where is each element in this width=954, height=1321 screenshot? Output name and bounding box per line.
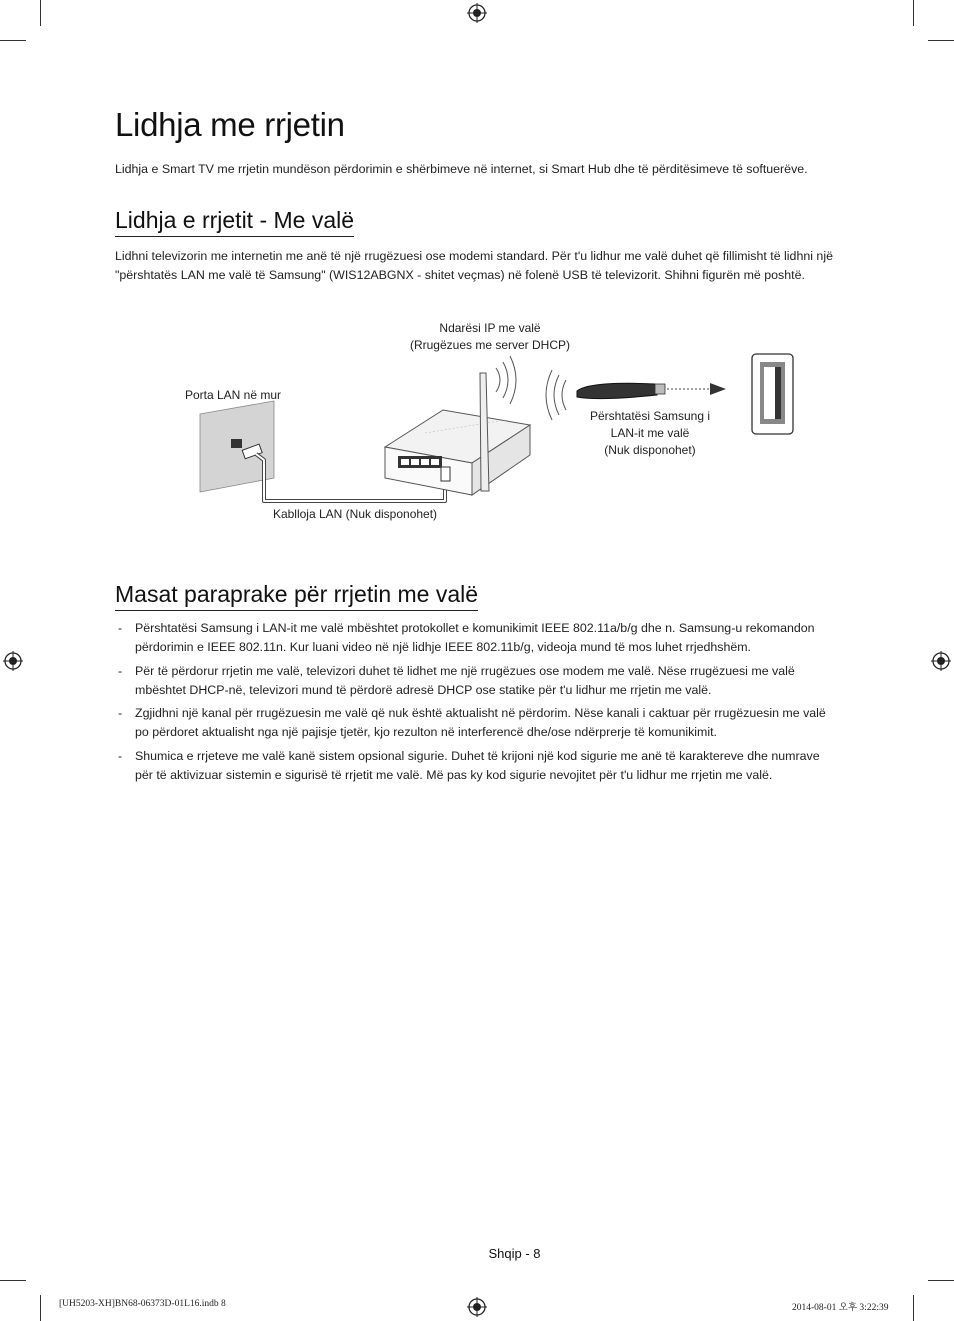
- adapter-label: Përshtatësi Samsung i LAN-it me valë (Nuk disponohet): [589, 409, 711, 457]
- print-slug-left: [UH5203-XH]BN68-06373D-01L16.indb 8: [59, 1299, 226, 1309]
- signal-waves: [546, 370, 566, 420]
- registration-mark-icon: [467, 3, 487, 23]
- registration-mark-icon: [467, 1297, 487, 1317]
- usb-adapter-icon: [577, 383, 726, 399]
- section-heading-wireless: Lidhja e rrjetit - Me valë: [115, 207, 354, 237]
- registration-mark-icon: [3, 651, 23, 671]
- crop-mark: [40, 0, 41, 26]
- crop-mark: [913, 0, 914, 26]
- crop-mark: [0, 40, 26, 41]
- wireless-body-paragraph: Lidhni televizorin me internetin me anë të një rrugëzuesi ose modemi standard. Për t'u lidhur me valë duhet që fillimisht të lidhni një "përshtatës LAN me valë të Samsung" (WIS12ABGNX - shitet veçmas) në folenë USB të televizorit. Shihni figurën më poshtë.: [115, 249, 833, 283]
- print-slug-right: 2014-08-01 오후 3:22:39: [792, 1303, 889, 1313]
- bullet-dash: -: [118, 706, 123, 721]
- crop-mark: [0, 1280, 26, 1281]
- list-item: - Për të përdorur rrjetin me valë, televizori duhet të lidhet me një rrugëzues ose modem me valë. Nëse rrugëzuesi me valë mbështet DHCP-në, televizori mund të përdorë adresë DHCP ose statike për t'u lidhur me rrjetin me valë.: [118, 663, 795, 697]
- precautions-list: [115, 619, 840, 789]
- bullet-dash: -: [118, 621, 123, 635]
- router-label: Ndarësi IP me valë (Rrugëzues me server DHCP): [409, 321, 571, 352]
- page-number: Shqip - 8: [488, 1246, 541, 1261]
- section-heading-precautions: Masat paraprake për rrjetin me valë: [115, 581, 478, 611]
- router-icon: [385, 356, 530, 495]
- intro-paragraph: Lidhja e Smart TV me rrjetin mundëson përdorimin e shërbimeve në internet, si Smart Hub dhe të përditësimeve të softuerëve.: [115, 162, 808, 176]
- bullet-dash: -: [118, 663, 123, 678]
- usb-port-icon: [752, 354, 793, 434]
- wall-port-label: Porta LAN në mur: [184, 388, 282, 402]
- crop-mark: [40, 1295, 41, 1321]
- crop-mark: [913, 1295, 914, 1321]
- list-item: - Përshtatësi Samsung i LAN-it me valë mbështet protokollet e komunikimit IEEE 802.11a/b/g dhe n. Samsung-u rekomandon përdorimin e IEEE 802.11n. Kur luani video në një lidhje IEEE 802.11b/g, videoja mund të mos luhet rrjedhshëm.: [118, 621, 815, 655]
- bullet-dash: -: [118, 748, 123, 763]
- registration-mark-icon: [931, 651, 951, 671]
- page-title: Lidhja me rrjetin: [115, 106, 345, 143]
- network-diagram: [0, 315, 954, 530]
- cable-label: Kablloja LAN (Nuk disponohet): [272, 507, 438, 521]
- list-item: - Zgjidhni një kanal për rrugëzuesin me valë që nuk është aktualisht në përdorim. Nëse kanali i caktuar për rrugëzuesin me valë po përdoret aktualisht nga një pajisje tjetër, kjo rezulton në interferencë dhe/ose ndërprerje të komunikimit.: [118, 706, 826, 740]
- list-item: - Shumica e rrjeteve me valë kanë sistem opsional sigurie. Duhet të krijoni një kod sigurie me anë të karaktereve dhe numrave për të aktivizuar sistemin e sigurisë të rrjetit me valë. Më pas ky kod sigurie nevojitet për t'u lidhur me rrjetin me valë.: [118, 748, 820, 783]
- crop-mark: [928, 1280, 954, 1281]
- crop-mark: [928, 40, 954, 41]
